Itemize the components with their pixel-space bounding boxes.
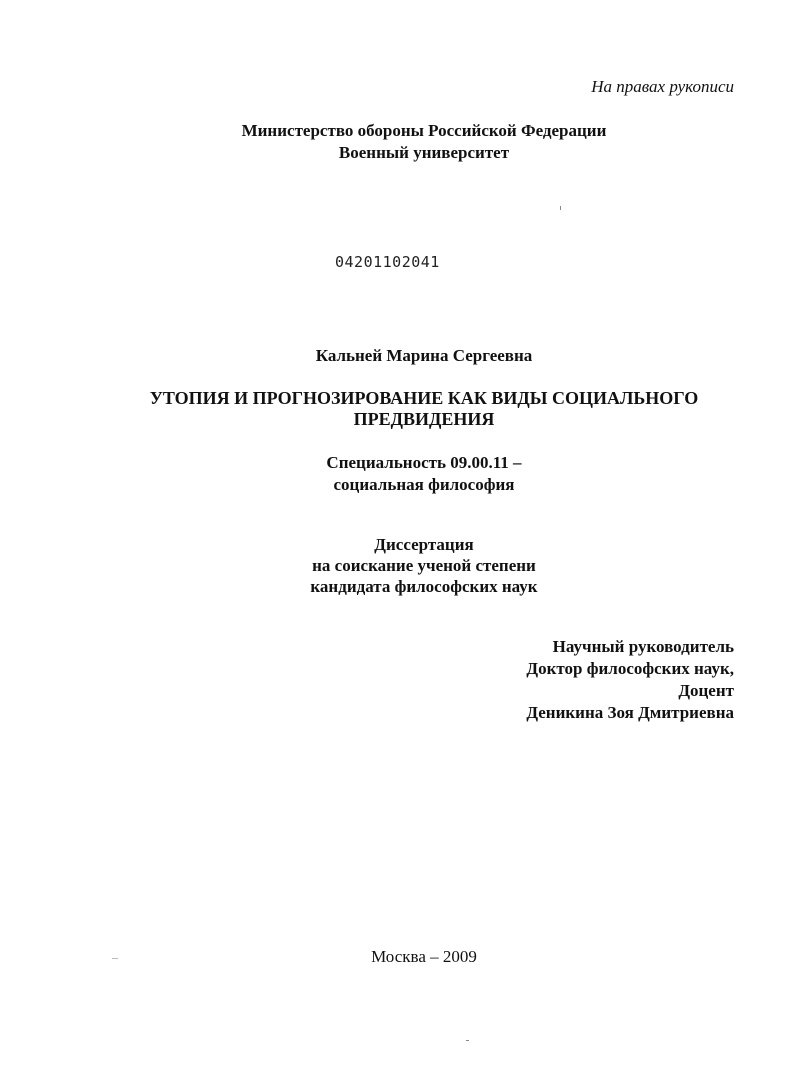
advisor-degree: Доктор философских наук,	[526, 659, 734, 678]
dissertation-purpose: на соискание ученой степени	[312, 556, 536, 575]
dissertation-title	[26, 388, 796, 430]
advisor-block	[526, 636, 734, 724]
ministry-name: Министерство обороны Российской Федерации	[241, 121, 607, 140]
scan-speck	[112, 958, 118, 959]
specialty-code: Специальность 09.00.11 –	[326, 453, 522, 472]
manuscript-note: На правах рукописи	[591, 77, 734, 96]
title-line-2: ПРЕДВИДЕНИЯ	[353, 409, 495, 429]
advisor-name: Деникина Зоя Дмитриевна	[526, 703, 734, 722]
title-line-1: УТОПИЯ И ПРОГНОЗИРОВАНИЕ КАК ВИДЫ СОЦИАЛЬНОГО	[149, 388, 699, 408]
dissertation-degree: кандидата философских наук	[310, 577, 538, 596]
dissertation-block	[26, 534, 796, 597]
document-number: 04201102041	[335, 253, 440, 271]
institution-block	[26, 120, 796, 164]
university-name: Военный университет	[338, 143, 510, 162]
advisor-rank: Доцент	[678, 681, 734, 700]
city-year: Москва – 2009	[371, 947, 477, 966]
dissertation-label: Диссертация	[374, 535, 474, 554]
scan-speck	[560, 206, 561, 210]
specialty-block	[26, 452, 796, 496]
scan-speck	[466, 1040, 469, 1041]
advisor-role: Научный руководитель	[552, 637, 734, 656]
specialty-name: социальная философия	[333, 475, 515, 494]
author-name: Кальней Марина Сергеевна	[315, 346, 533, 365]
